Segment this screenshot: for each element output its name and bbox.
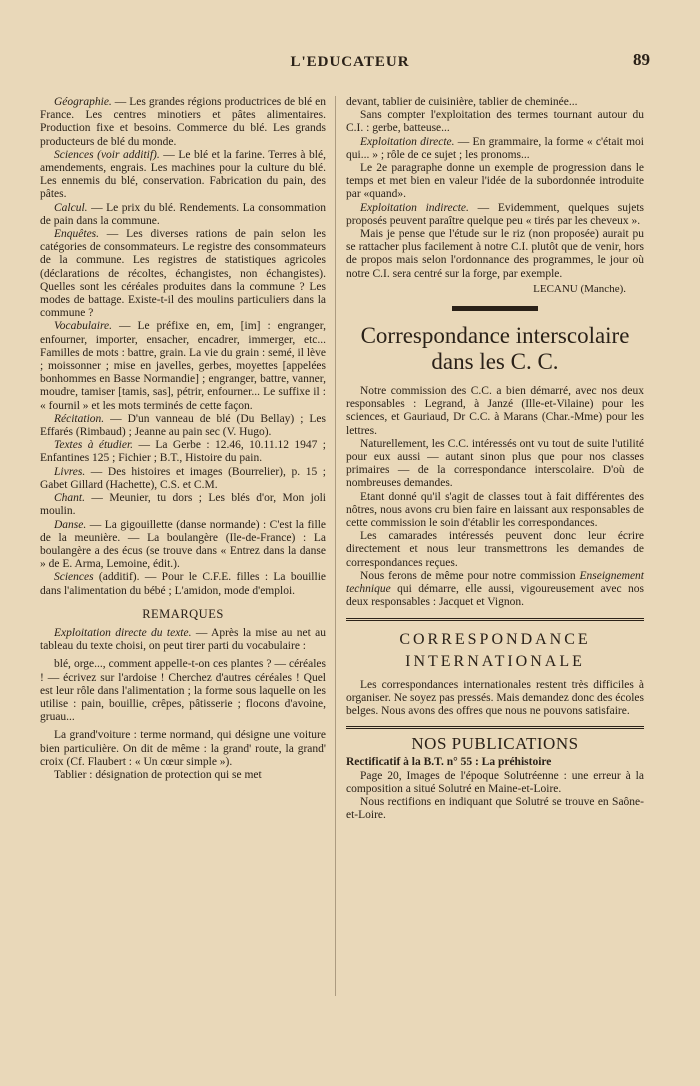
article-paragraph [346, 202, 644, 228]
paragraph-text: — Evidemment, quelques sujets proposés peuvent paraître quelque peu « tirés par les cheveux ». [346, 201, 644, 227]
article-paragraph: Le 2e paragraphe donne un exemple de progression dans le temps et met bien en valeur l'idée de la subordonnée introduite par «quand». [346, 162, 644, 201]
remarques-heading: REMARQUES [142, 606, 224, 621]
paragraph-text: — Le préfixe en, em, [im] : engranger, enfourner, importer, ensacher, encadrer, immerger, etc... Familles de mots : battre, grain. La vie du grain : semé, il lève ; moissonner ; mise en javelles, gerbes, moyettes [appelées bonhommes en Basse Normandie] ; engranger, battre, vanner, moudre, tamiser [tamis, sas], pétrir, enfourner... Le suffixe il : « fournil » et les mots terminés de cette façon. [40, 320, 326, 412]
rectificatif-heading: Rectificatif à la B.T. n° 55 : La préhistoire [346, 756, 552, 769]
paragraph-label: Livres. [54, 465, 86, 478]
paragraph-geographie [40, 96, 326, 149]
article-paragraph [346, 136, 644, 162]
publications-title: NOS PUBLICATIONS [411, 734, 579, 754]
paragraph-recitation [40, 413, 326, 439]
correspondance-paragraph: Naturellement, les C.C. intéressés ont vu tout de suite l'utilité pour eux aussi — autant sinon plus que pour nos classes primaires — de la correspondance interscolaire. D'où de nombreuses demandes. [346, 437, 644, 490]
paragraph-text: — En grammaire, la forme « c'était moi qui... » ; rôle de ce sujet ; les pronoms... [346, 135, 645, 161]
correspondance-title: Correspondance interscolaire dans les C. C. [360, 323, 630, 375]
paragraph-label: Enquêtes. [54, 228, 100, 241]
paragraph-label: Exploitation directe. [360, 135, 455, 148]
right-column [346, 96, 644, 822]
signature: LECANU (Manche). [533, 282, 626, 295]
paragraph-text: — Meunier, tu dors ; Les blés d'or, Mon joli moulin. [40, 492, 326, 518]
remarques-paragraph [40, 627, 326, 653]
paragraph-label: Géographie. [54, 96, 112, 108]
column-divider [335, 96, 336, 996]
international-title: CORRESPONDANCE INTERNATIONALE [399, 630, 591, 670]
remarques-paragraph: La grand'voiture : terme normand, qui désigne une voiture bien particulière. On dit de même : la grand' route, la grand' croix (Cf. Flaubert : « Un cœur simple »). [40, 729, 326, 768]
paragraph-text: (additif). — Pour le C.F.E. filles : La bouillie dans l'alimentation du bébé ; L'amidon, mode d'emploi. [40, 571, 326, 597]
paragraph-danse [40, 519, 326, 572]
paragraph-italic: Enseignement technique [346, 569, 644, 596]
correspondance-paragraph: Les camarades intéressés peuvent donc leur écrire directement et nous leur transmettrons les demandes de correspondances reçues. [346, 530, 644, 569]
paragraph-label: Exploitation indirecte. [360, 201, 469, 214]
paragraph-text: — La gigouillette (danse normande) : C'est la fille de la meunière. — La boulangère (Ile-de-France) : La boulangère a des écus (se trouve dans « Entrez dans la danse » de E. Arma, Lemoine, édit.). [40, 518, 326, 571]
article-paragraph: Mais je pense que l'étude sur le riz (non proposée) aurait pu se rattacher plus facilement à notre C.I. plutôt que de venir, hors de propos mais selon l'ordonnance des programmes, le jour où notre C.I. sera centré sur la forge, par exemple. [346, 228, 644, 280]
paragraph-text: — Le blé et la farine. Terres à blé, amendements, engrais. Les machines pour la culture du blé. Les ennemis du blé, conservation. Fabrication du pain, des pâtes. [40, 148, 326, 201]
section-divider [452, 306, 538, 311]
paragraph-sciences [40, 149, 326, 202]
paragraph-label: Chant. [54, 492, 85, 505]
paragraph-label: Textes à étudier. [54, 439, 134, 452]
paragraph-label: Vocabulaire. [54, 320, 113, 333]
paragraph-textes [40, 439, 326, 465]
correspondance-paragraph [346, 570, 644, 610]
paragraph-label: Exploitation directe du texte. [54, 626, 192, 639]
paragraph-text: — Les diverses rations de pain selon les catégories de consommateurs. Le registre des consommateurs de la commune. Les registres de statistiques agricoles (déclarations de récoltes, échangistes, non échangistes). Quelles sont les céréales produites dans la commune ? Les modes de battage. Existe-t-il des moulins particuliers dans la commune ? [40, 228, 326, 320]
section-divider [346, 618, 644, 621]
paragraph-calcul [40, 202, 326, 228]
publications-paragraph: Nous rectifions en indiquant que Solutré se trouve en Saône-et-Loire. [346, 795, 644, 822]
paragraph-vocabulaire [40, 320, 326, 412]
paragraph-text: — Les grandes régions productrices de blé en France. Les centres minotiers et pâtes alimentaires. Production fixe et besoins. Commerce du blé. Les grands producteurs de blé du monde. [40, 96, 326, 148]
section-divider [346, 726, 644, 729]
paragraph-chant [40, 492, 326, 518]
paragraph-text: — La Gerbe : 12.46, 10.11.12 1947 ; Enfantines 125 ; Fichier ; B.T., Histoire du pain. [40, 439, 326, 465]
page-number: 89 [633, 50, 650, 69]
paragraph-text: — D'un vanneau de blé (Du Bellay) ; Les Effarés (Rimbaud) ; Jeanne au pain sec (V. Hugo). [40, 412, 326, 439]
article-paragraph: Sans compter l'exploitation des termes tournant autour du C.I. : gerbe, batteuse... [346, 109, 644, 135]
publications-paragraph: Page 20, Images de l'époque Solutréenne : une erreur à la composition a situé Solutré en Maine-et-Loire. [346, 769, 644, 795]
article-paragraph: devant, tablier de cuisinière, tablier de cheminée... [346, 96, 578, 108]
paragraph-label: Sciences (voir additif). [54, 148, 160, 161]
paragraph-text: Nous ferons de même pour notre commission [360, 569, 580, 582]
correspondance-paragraph: Notre commission des C.C. a bien démarré, avec nos deux responsables : Legrand, à Janzé (Ille-et-Vilaine) pour les sciences, et Gauriaud, Dr C.C. à Marans (Char.-Mme) pour les lettres. [346, 385, 644, 437]
paragraph-label: Danse. [54, 518, 87, 531]
paragraph-label: Sciences [54, 571, 94, 584]
running-header: L'EDUCATEUR [290, 54, 410, 70]
paragraph-enquetes [40, 228, 326, 320]
left-column [40, 96, 326, 782]
correspondance-paragraph: Etant donné qu'il s'agit de classes tout à fait différentes des nôtres, nous avons cru bien faire en laissant aux responsables de cette commission le soin d'établir les correspondances. [346, 490, 644, 530]
paragraph-text: — Après la mise au net au tableau du texte choisi, on peut tirer parti du vocabulaire : [40, 626, 327, 653]
paragraph-sciences-additif [40, 571, 326, 597]
paragraph-text: — Le prix du blé. Rendements. La consommation de pain dans la commune. [40, 201, 326, 227]
paragraph-text: — Des histoires et images (Bourrelier), p. 15 ; Gabet Gillard (Hachette), C.S. et C.M. [40, 465, 326, 491]
paragraph-livres [40, 466, 326, 492]
remarques-paragraph: blé, orge..., comment appelle-t-on ces plantes ? — céréales ! — écrivez sur l'ardoise ! Cherchez d'autres céréales ! Quel est leur rôle dans l'alimentation ; la forme sous laquelle on les utilise : pain, bouillie, crêpes, pâtisserie ; flocons d'avoine, gruau... [40, 658, 326, 724]
paragraph-label: Récitation. [54, 412, 105, 425]
international-paragraph: Les correspondances internationales restent très difficiles à organiser. Ne soyez pas pressés. Mais demandez donc des écoles belges. Nous avons des offres que nous ne pouvons satisfaire. [346, 678, 644, 717]
remarques-paragraph: Tablier : désignation de protection qui se met [54, 768, 262, 781]
paragraph-text: qui démarre, elle aussi, vigoureusement avec nos deux responsables : Jacquet et Vignon. [346, 583, 644, 609]
paragraph-label: Calcul. [54, 201, 88, 214]
